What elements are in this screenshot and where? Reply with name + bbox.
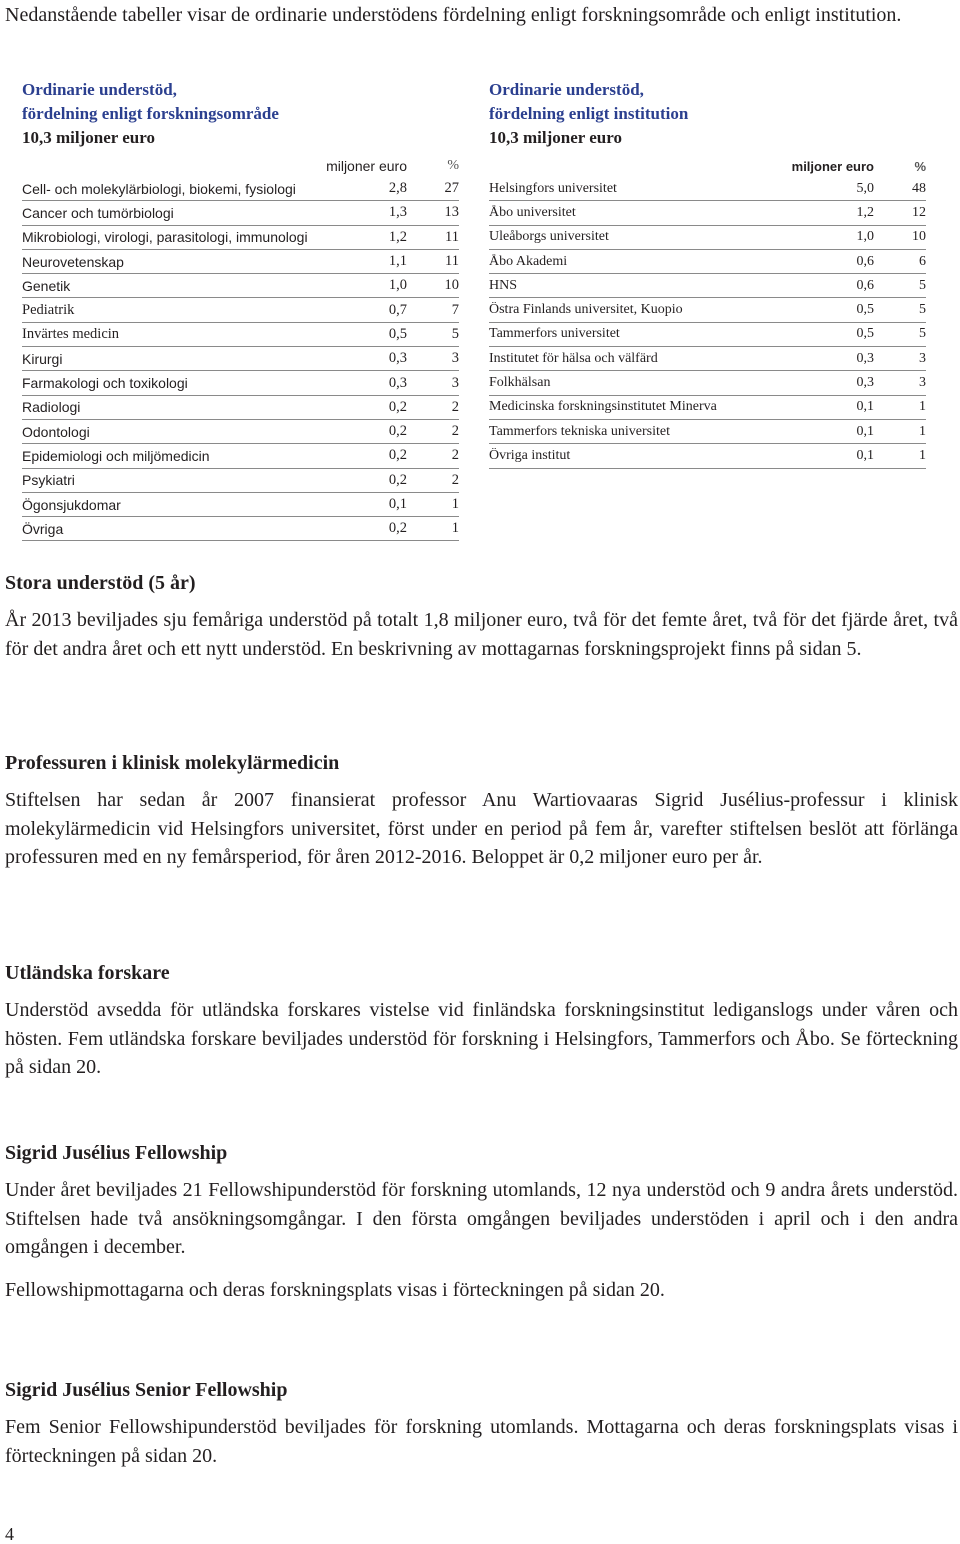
table-row — [489, 298, 926, 322]
row-eur: 0,6 — [856, 277, 874, 293]
table-row — [22, 347, 459, 371]
row-name: Medicinska forskningsinstitutet Minerva — [489, 399, 717, 415]
row-name: Farmakologi och toxikologi — [22, 375, 188, 392]
row-pct: 5 — [919, 302, 926, 318]
row-eur: 0,2 — [388, 471, 407, 488]
section-stora-understod — [5, 570, 958, 663]
row-name: Övriga — [22, 520, 64, 537]
table-title-line1: Ordinarie understöd, — [22, 80, 177, 99]
row-pct: 3 — [451, 350, 459, 367]
row-pct: 10 — [912, 229, 926, 245]
section-heading: Sigrid Jusélius Senior Fellowship — [5, 1379, 288, 1401]
row-name: Psykiatri — [22, 472, 75, 489]
row-pct: 11 — [445, 228, 459, 245]
table-subtitle: 10,3 miljoner euro — [22, 128, 155, 147]
table-row — [22, 517, 459, 541]
table-row — [489, 250, 926, 274]
row-eur: 2,8 — [388, 180, 407, 197]
row-name: Uleåborgs universitet — [489, 229, 609, 245]
row-pct: 27 — [444, 180, 459, 197]
row-eur: 0,2 — [388, 520, 407, 537]
section-text: Under året beviljades 21 Fellowshipunderstöd för forskning utomlands, 12 nya understöd och 9 andra årets understöd. Stiftelsen hade två ansökningsomgångar. I den första omgången beviljades understöden i april och i den andra omgången i december. — [5, 1179, 958, 1259]
table-row — [489, 371, 926, 395]
row-eur: 1,0 — [856, 229, 874, 245]
page-number: 4 — [5, 1524, 14, 1544]
row-pct: 1 — [919, 447, 926, 463]
row-eur: 0,2 — [388, 423, 407, 440]
row-eur: 0,6 — [856, 253, 874, 269]
table-row — [22, 177, 459, 201]
section-heading: Stora understöd (5 år) — [5, 572, 196, 594]
table-body — [22, 177, 459, 541]
row-name: Kirurgi — [22, 350, 63, 367]
row-eur: 0,1 — [856, 423, 874, 439]
table-row — [489, 347, 926, 371]
table-title-line2: fördelning enligt institution — [489, 104, 689, 123]
row-pct: 48 — [912, 180, 926, 196]
row-name: Invärtes medicin — [22, 325, 120, 342]
section-text: Understöd avsedda för utländska forskares vistelse vid finländska forskningsinstitut lediganslogs under våren och hösten. Fem utländska forskare beviljades understöd för forskning i Helsingfors, Tammerfors och Åbo. Se förteckning på sidan 20. — [5, 999, 958, 1079]
row-name: Radiologi — [22, 399, 81, 416]
row-eur: 0,5 — [856, 326, 874, 342]
row-eur: 0,1 — [388, 496, 407, 512]
row-eur: 0,7 — [388, 301, 407, 318]
table-row — [489, 226, 926, 250]
row-pct: 11 — [445, 253, 459, 270]
table-row — [22, 323, 459, 347]
table-row — [22, 420, 459, 444]
table-row — [22, 298, 459, 322]
table-research-area — [22, 78, 459, 541]
header-pct: % — [914, 158, 926, 174]
table-row — [489, 201, 926, 225]
row-eur: 0,3 — [388, 374, 407, 391]
row-eur: 1,0 — [388, 277, 407, 294]
row-name: Cancer och tumörbiologi — [22, 204, 174, 221]
row-pct: 2 — [451, 423, 459, 440]
table-body — [489, 177, 926, 469]
row-name: Helsingfors universitet — [489, 180, 617, 196]
row-pct: 3 — [919, 350, 926, 366]
header-eur: miljoner euro — [326, 158, 407, 174]
row-name: Institutet för hälsa och välfärd — [489, 350, 658, 366]
row-pct: 1 — [919, 423, 926, 439]
row-name: Åbo universitet — [489, 204, 576, 220]
row-pct: 1 — [451, 496, 459, 512]
table-title-line1: Ordinarie understöd, — [489, 80, 644, 99]
table-row — [22, 274, 459, 298]
row-name: Neurovetenskap — [22, 253, 124, 270]
header-eur: miljoner euro — [791, 158, 874, 174]
section-heading: Sigrid Jusélius Fellowship — [5, 1142, 228, 1164]
row-eur: 5,0 — [856, 180, 874, 196]
row-eur: 1,2 — [388, 228, 407, 245]
table-header — [489, 155, 926, 177]
table-row — [22, 226, 459, 250]
table-row — [489, 177, 926, 201]
row-eur: 0,1 — [856, 399, 874, 415]
row-pct: 1 — [919, 399, 926, 415]
table-subtitle: 10,3 miljoner euro — [489, 128, 622, 147]
table-row — [22, 396, 459, 420]
row-name: Övriga institut — [489, 447, 571, 463]
section-professuren — [5, 750, 958, 872]
section-senior-fellowship — [5, 1377, 958, 1470]
row-pct: 5 — [451, 325, 459, 342]
row-name: Genetik — [22, 277, 71, 294]
table-institution — [489, 78, 926, 469]
section-text-2: Fellowshipmottagarna och deras forskningsplats visas i förteckningen på sidan 20. — [5, 1278, 665, 1301]
section-heading: Utländska forskare — [5, 962, 170, 984]
row-name: HNS — [489, 277, 518, 293]
row-pct: 1 — [451, 520, 459, 537]
row-name: Östra Finlands universitet, Kuopio — [489, 302, 683, 318]
row-name: Mikrobiologi, virologi, parasitologi, immunologi — [22, 229, 308, 246]
row-name: Odontologi — [22, 423, 90, 440]
row-eur: 0,2 — [388, 447, 407, 464]
table-row — [489, 444, 926, 468]
row-pct: 13 — [444, 204, 459, 221]
section-heading: Professuren i klinisk molekylärmedicin — [5, 752, 340, 774]
row-eur: 0,3 — [856, 350, 874, 366]
row-name: Ögonsjukdomar — [22, 496, 121, 513]
row-pct: 5 — [919, 277, 926, 293]
row-eur: 0,1 — [856, 447, 874, 463]
section-fellowship — [5, 1140, 958, 1304]
row-eur: 0,3 — [856, 375, 874, 391]
table-row — [22, 201, 459, 225]
table-row — [22, 493, 459, 517]
section-text: Fem Senior Fellowshipunderstöd beviljades för forskning utomlands. Mottagarna och deras forskningsplats visas i förteckningen på sidan 20. — [5, 1416, 958, 1467]
row-eur: 0,5 — [856, 302, 874, 318]
section-text: Stiftelsen har sedan år 2007 finansierat professor Anu Wartiovaaras Sigrid Jusélius-professur i klinisk molekylärmedicin vid Helsingfors universitet, först under en period på fem år, varefter stiftelsen beslöt att förlänga professuren med en ny femårsperiod, för åren 2012-2016. Beloppet är 0,2 miljoner euro per år. — [5, 789, 958, 869]
row-eur: 0,2 — [388, 398, 407, 415]
table-row — [22, 250, 459, 274]
row-name: Cell- och molekylärbiologi, biokemi, fysiologi — [22, 180, 296, 197]
intro-paragraph: Nedanstående tabeller visar de ordinarie understödens fördelning enligt forskningsområde och enligt institution. — [5, 4, 902, 26]
row-name: Tammerfors tekniska universitet — [489, 423, 670, 439]
row-eur: 0,5 — [388, 325, 407, 342]
row-eur: 0,3 — [388, 350, 407, 367]
row-pct: 10 — [444, 277, 459, 294]
table-row — [22, 444, 459, 468]
row-pct: 6 — [919, 253, 926, 269]
row-pct: 2 — [451, 398, 459, 415]
row-pct: 2 — [451, 471, 459, 488]
row-eur: 1,2 — [856, 204, 874, 220]
row-pct: 5 — [919, 326, 926, 342]
row-pct: 2 — [451, 447, 459, 464]
table-row — [489, 396, 926, 420]
row-pct: 7 — [451, 301, 459, 318]
table-row — [489, 274, 926, 298]
row-pct: 12 — [912, 204, 926, 220]
row-name: Folkhälsan — [489, 375, 551, 391]
section-text: År 2013 beviljades sju femåriga understöd på totalt 1,8 miljoner euro, två för det femte året, två för det fjärde året, två för det andra året och ett nytt understöd. En beskrivning av mottagarnas forskningsprojekt finns på sidan 5. — [5, 609, 958, 660]
header-pct: % — [447, 158, 459, 173]
section-utlandska-forskare — [5, 960, 958, 1082]
table-row — [489, 323, 926, 347]
row-pct: 3 — [919, 375, 926, 391]
table-row — [489, 420, 926, 444]
table-row — [22, 469, 459, 493]
table-title-line2: fördelning enligt forskningsområde — [22, 104, 279, 123]
row-name: Tammerfors universitet — [489, 326, 620, 342]
row-name: Pediatrik — [22, 301, 75, 318]
row-name: Åbo Akademi — [489, 253, 568, 269]
row-name: Epidemiologi och miljömedicin — [22, 447, 210, 464]
row-eur: 1,1 — [388, 253, 407, 270]
row-pct: 3 — [451, 374, 459, 391]
table-row — [22, 371, 459, 395]
table-header — [22, 155, 459, 177]
row-eur: 1,3 — [388, 204, 407, 221]
